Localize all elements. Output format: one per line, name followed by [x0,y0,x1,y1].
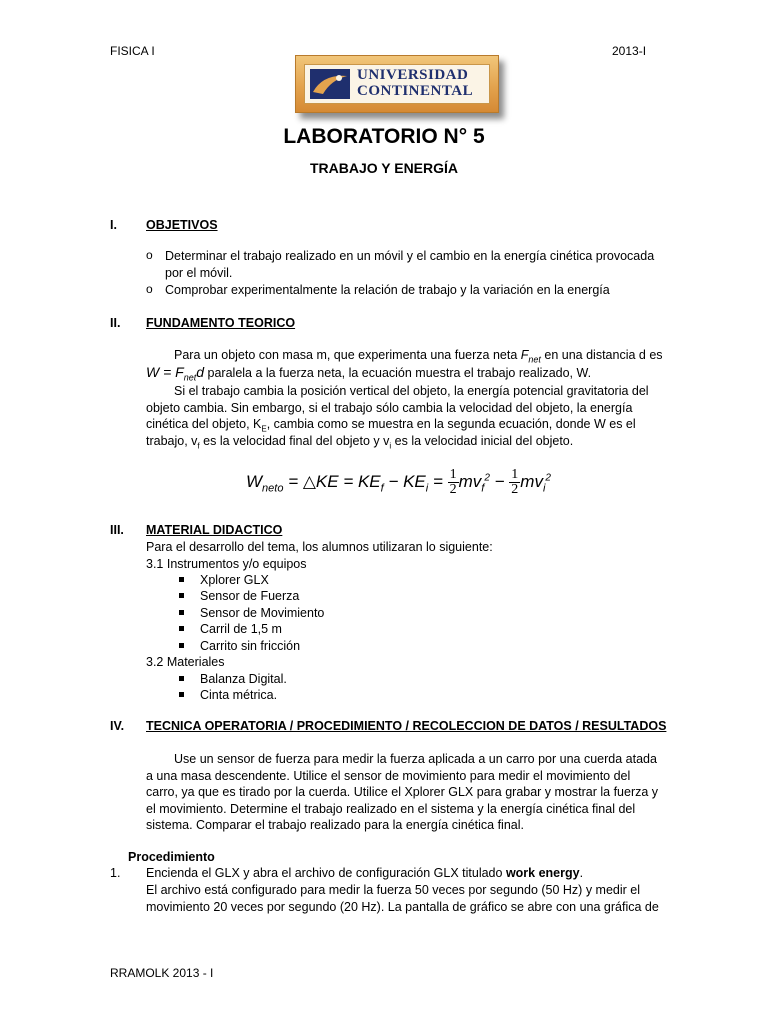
step-1-line3: movimiento 20 veces por segundo (20 Hz). La pantalla de gráfico se abre con una gráfica de [146,900,659,914]
equipment-item: Sensor de Movimiento [200,606,325,620]
theory-p1-line1: Para un objeto con masa m, que experimenta una fuerza neta $F_{net}$ en una distancia d es [174,348,663,365]
objective-1: Determinar el trabajo realizado en un móvil y el cambio en la energía cinética provocada [165,249,655,263]
equipment-item: Carrito sin fricción [200,639,301,653]
procedure-para-line1: Use un sensor de fuerza para medir la fuerza aplicada a un carro por una cuerda atada [174,752,657,766]
footer-text: RRAMOLK 2013 - I [110,966,214,980]
header-right: 2013-I [612,44,647,58]
bullet-square [179,626,184,631]
bullet-square [179,593,184,598]
objective-2: Comprobar experimentalmente la relación de trabajo y la variación en la energía [165,283,610,297]
material-item: Cinta métrica. [200,688,278,702]
logo-line1: UNIVERSIDAD [357,67,469,83]
materials-intro: Para el desarrollo del tema, los alumnos utilizaran lo siguiente: [146,540,493,554]
procedure-para-line4: el movimiento. Determine el trabajo realizado en el sistema y la energía cinética final del [146,802,636,816]
equipment-item: Xplorer GLX [200,573,269,587]
theory-p2-line3: cinética del objeto, $K_E$, cambia como se muestra en la segunda ecuación, donde W es el [146,417,636,434]
section-3-number: III. [110,523,124,537]
fraction-half: $\frac{1}{2}$ [511,467,519,497]
theory-p2-line4: trabajo, $v_f$ es la velocidad final del objeto y $v_i$ es la velocidad inicial del objeto. [146,434,574,451]
section-3-heading: MATERIAL DIDACTICO [146,523,283,537]
equipment-item: Sensor de Fuerza [200,589,300,603]
step-1-text: Encienda el GLX y abra el archivo de configuración GLX titulado work energy. [146,866,584,880]
material-item: Balanza Digital. [200,672,287,686]
page-subtitle: TRABAJO Y ENERGÍA [309,160,459,176]
section-1-number: I. [110,218,117,232]
fraction-half: $\frac{1}{2}$ [449,467,457,497]
equipment-item: Carril de 1,5 m [200,622,282,636]
bullet-square [179,643,184,648]
work-energy-formula: $W_{neto}$ = △KE = $KE_f - KE_i$ = $\frac{1}{2}$ $mv_f^2$ − $\frac{1}{2}$ $mv_i^2$ [246,467,551,497]
section-4-heading: TECNICA OPERATORIA / PROCEDIMIENTO / RECOLECCION DE DATOS / RESULTADOS [146,719,667,733]
theory-p1-line2: $W = F_{net}d$ paralela a la fuerza neta, la ecuación muestra el trabajo realizado, W. [146,364,592,383]
page-title: LABORATORIO N° 5 [283,125,485,148]
step-1-number: 1. [110,866,121,880]
procedure-heading: Procedimiento [128,850,215,864]
section-2-number: II. [110,316,121,330]
procedure-para-line2: a una masa descendente. Utilice el sensor de movimiento para medir el movimiento del [146,769,631,783]
theory-p2-line2: objeto cambia. Sin embargo, si el trabajo sólo cambia la velocidad del objeto, la energía [146,401,633,415]
logo-line2: CONTINENTAL [357,83,474,99]
section-4-number: IV. [110,719,125,733]
procedure-para-line3: carro, ya que es tirado por la cuerda. Utilice el Xplorer GLX para grabar y mostrar la fuerza y [146,785,659,799]
logo-mark-icon [309,68,351,100]
bullet-o: o [146,282,153,296]
procedure-para-line5: sistema. Comparar el trabajo realizado para la energía cinética final. [146,818,524,832]
materials-sub1: 3.1 Instrumentos y/o equipos [146,557,307,571]
bullet-square [179,610,184,615]
materials-sub2: 3.2 Materiales [146,655,225,669]
objective-1-cont: por el móvil. [165,266,233,280]
bullet-square [179,577,184,582]
section-2-heading: FUNDAMENTO TEORICO [146,316,296,330]
bullet-o: o [146,248,153,262]
theory-p2-line1: Si el trabajo cambia la posición vertical del objeto, la energía potencial gravitatoria del [174,384,649,398]
header-left: FISICA I [110,44,155,58]
bullet-square [179,676,184,681]
step-1-line2: El archivo está configurado para medir la fuerza 50 veces por segundo (50 Hz) y medir el [146,883,641,897]
university-logo [295,55,499,113]
section-1-heading: OBJETIVOS [146,218,218,232]
bullet-square [179,692,184,697]
